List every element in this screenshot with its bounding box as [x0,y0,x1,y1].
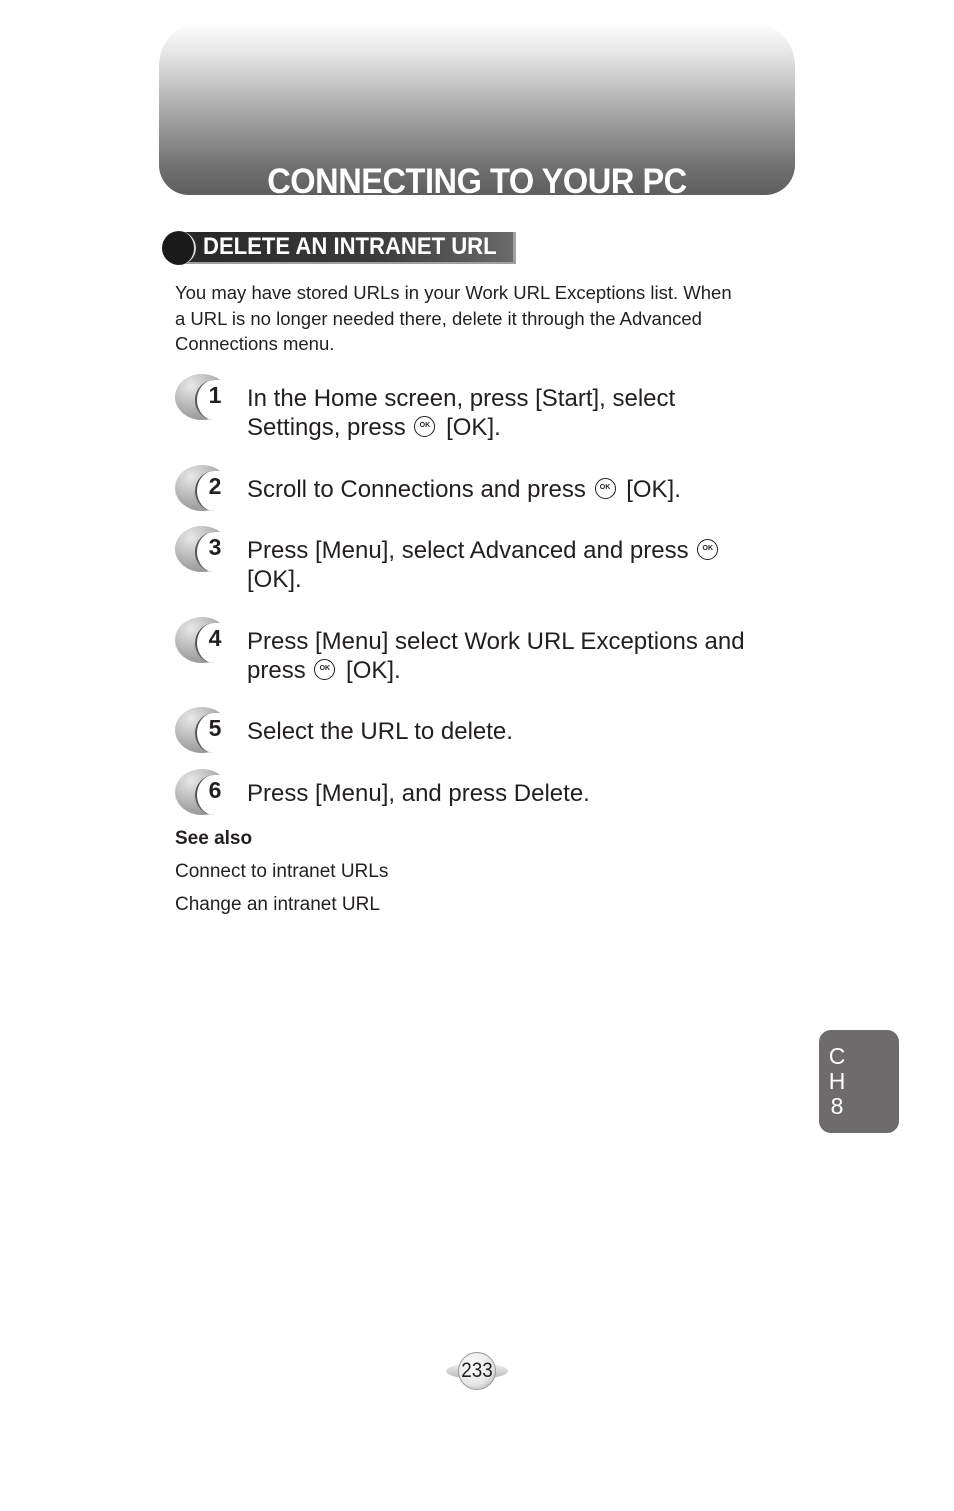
page-number: 233 [461,1359,493,1382]
step-number: 4 [208,625,222,651]
see-also-link-connect[interactable]: Connect to intranet URLs [175,861,389,882]
section-bullet-icon [162,231,196,265]
intro-line: Connections menu. [175,333,335,354]
chapter-tab-letter: C [828,1043,846,1069]
step-number: 5 [208,715,222,741]
step-number: 1 [208,382,222,408]
ok-key-icon [414,416,435,437]
section-heading-text: DELETE AN INTRANET URL [203,233,497,260]
section-heading [162,230,518,266]
ok-key-icon [595,478,616,499]
step-text [247,627,787,685]
page-number-badge [446,1350,508,1392]
step-number-badge [175,526,231,572]
step-number-badge [175,465,231,511]
ok-key-icon [314,659,335,680]
chapter-tab-label [827,1044,847,1119]
step-number-badge [175,707,231,753]
step-line [247,656,787,685]
see-also-heading: See also [175,828,253,849]
chapter-tab [819,1030,899,1133]
step-line [247,536,787,565]
intro-paragraph [175,280,775,357]
step-text: Select the URL to delete. [247,718,513,745]
step-line [247,413,787,442]
chapter-tab-letter: 8 [830,1093,844,1119]
step-text [247,536,787,594]
step-text-part: Settings, press [247,414,406,441]
step-number-badge [175,617,231,663]
step-text-part: press [247,657,306,684]
step-number: 2 [208,473,222,499]
step-number-badge [175,769,231,815]
step-line: Press [Menu] select Work URL Exceptions and [247,628,745,655]
step-text-part: [OK]. [346,657,401,684]
step-line: In the Home screen, press [Start], select [247,385,676,412]
step-number-badge [175,374,231,420]
intro-line: a URL is no longer needed there, delete it through the Advanced [175,307,702,329]
chapter-header-banner [159,22,795,201]
chapter-tab-letter: H [828,1068,846,1094]
step-text: Press [Menu], and press Delete. [247,780,590,807]
step-text [247,475,787,504]
step-text-part: Press [Menu], select Advanced and press [247,537,689,564]
ok-key-icon [697,539,718,560]
step-line: [OK]. [247,566,302,593]
step-text-part: [OK]. [446,414,501,441]
step-text-part: [OK]. [626,476,681,503]
step-text-part: Scroll to Connections and press [247,476,586,503]
see-also-link-change[interactable]: Change an intranet URL [175,894,380,915]
step-text [247,384,787,442]
intro-line: You may have stored URLs in your Work URL Exceptions list. When [175,282,732,303]
step-number: 3 [208,534,222,560]
step-number: 6 [208,777,222,803]
chapter-title: CONNECTING TO YOUR PC [267,162,687,201]
